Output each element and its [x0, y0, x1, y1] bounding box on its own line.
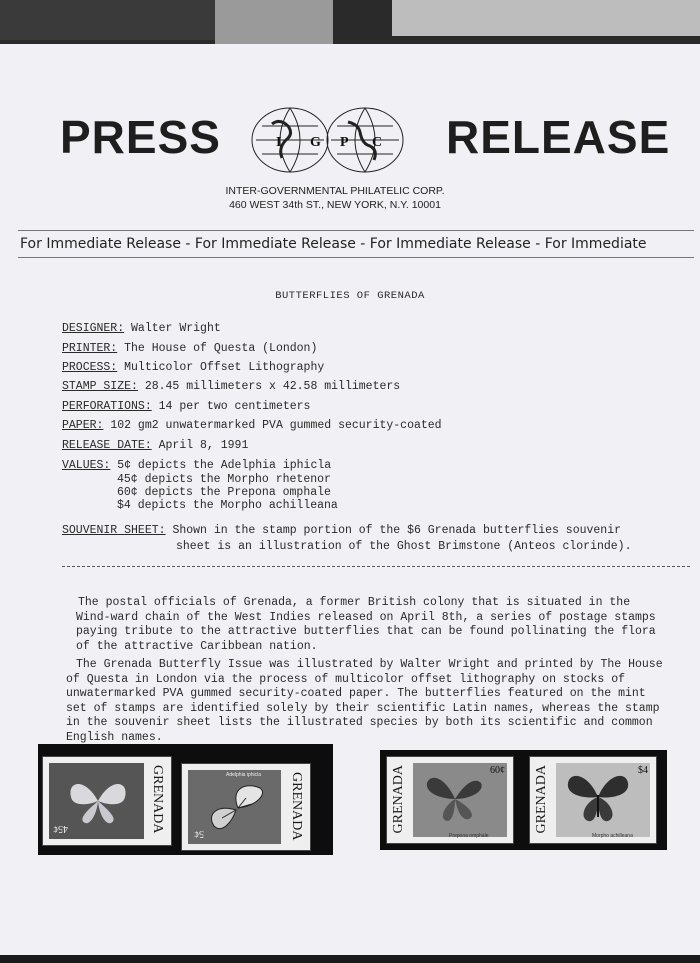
stamp-country-45c: GRENADA: [150, 765, 165, 834]
stamp-size-label: STAMP SIZE:: [62, 380, 138, 393]
logo-letter-g: G: [310, 135, 321, 150]
stamp-5c: [181, 763, 311, 851]
stamp-country-4-dollar: GRENADA: [534, 765, 549, 834]
designer-label: DESIGNER:: [62, 322, 125, 335]
process-field: [62, 361, 324, 374]
corp-block: [205, 184, 465, 212]
butterfly-icon: [200, 778, 272, 836]
perforations-label: PERFORATIONS:: [62, 400, 152, 413]
value-line-3: 60¢ depicts the Prepona omphale: [117, 486, 331, 499]
stamp-country-5c: GRENADA: [289, 772, 304, 841]
igpc-globe-logo: [250, 106, 405, 174]
paper-value: 102 gm2 unwatermarked PVA gummed security-coated: [110, 419, 442, 432]
designer-field: [62, 322, 221, 335]
perforations-field: [62, 400, 310, 413]
value-line-1: 5¢ depicts the Adelphia iphicla: [117, 459, 332, 472]
stamp-value-45c: 45¢: [53, 823, 68, 834]
souvenir-line-2: sheet is an illustration of the Ghost Brimstone (Anteos clorinde).: [176, 540, 632, 553]
stamp-value-60c: 60¢: [490, 765, 505, 776]
stamp-caption-4-dollar: Morpho achilleana: [592, 833, 633, 839]
release-title: BUTTERFLIES OF GRENADA: [275, 290, 425, 302]
release-date-label: RELEASE DATE:: [62, 439, 152, 452]
stamp-size-value: 28.45 millimeters x 42.58 millimeters: [144, 380, 401, 393]
logo-letter-i: I: [276, 135, 282, 150]
release-date-value: April 8, 1991: [158, 439, 249, 452]
values-label: VALUES:: [62, 459, 111, 472]
perforations-value: 14 per two centimeters: [158, 400, 311, 413]
scan-background-bottom: [0, 955, 700, 963]
stamp-caption-5c: Adelphia iphicla: [226, 772, 262, 778]
process-label: PROCESS:: [62, 361, 118, 374]
immediate-release-banner: For Immediate Release - For Immediate Release - For Immediate Release - For Immediate: [20, 236, 647, 252]
logo-letter-p: P: [340, 135, 349, 150]
printer-value: The House of Questa (London): [124, 342, 318, 355]
logo-letter-c: C: [372, 135, 383, 150]
souvenir-line-1: Shown in the stamp portion of the $6 Grenada butterflies souvenir: [172, 524, 622, 537]
paper-label: PAPER:: [62, 419, 104, 432]
stamp-caption-60c: Prepona omphale: [449, 833, 489, 839]
corp-name: INTER-GOVERNMENTAL PHILATELIC CORP.: [225, 185, 445, 197]
corp-address: 460 WEST 34th ST., NEW YORK, N.Y. 10001: [229, 199, 441, 211]
souvenir-label: SOUVENIR SHEET:: [62, 524, 166, 537]
banner-top-rule: [18, 230, 694, 231]
stamp-60c: [386, 756, 514, 844]
process-value: Multicolor Offset Lithography: [124, 361, 325, 374]
value-line-2: 45¢ depicts the Morpho rhetenor: [117, 473, 331, 486]
butterfly-icon: [421, 769, 491, 825]
press-heading: PRESS: [60, 111, 221, 163]
stamp-4-dollar: [529, 756, 657, 844]
butterfly-icon: [562, 767, 634, 827]
printer-field: [62, 342, 317, 355]
stamp-country-60c: GRENADA: [391, 765, 406, 834]
body-paragraph-2: The Grenada Butterfly Issue was illustrated by Walter Wright and printed by The House of Questa in London via the process of multicolor offset lithography on stocks of unwatermarked PVA gummed security-coated paper. The butterflies featured on the mint set of stamps are identified solely by their scientific Latin names, whereas the stamp in the souvenir sheet lists the illustrated species by both its scientific and common English names.: [66, 658, 663, 744]
scan-background-top: [0, 0, 700, 46]
designer-value: Walter Wright: [131, 322, 221, 335]
stamp-45c: [42, 756, 172, 846]
butterfly-icon: [63, 773, 133, 829]
stamp-value-5c: 5¢: [194, 828, 204, 839]
souvenir-sheet-field: [62, 523, 631, 555]
banner-bottom-rule: [18, 257, 694, 258]
dashed-separator: [62, 566, 690, 567]
value-line-4: $4 depicts the Morpho achilleana: [117, 499, 338, 512]
release-heading: RELEASE: [446, 111, 671, 163]
body-paragraph-1: The postal officials of Grenada, a former British colony that is situated in the Wind-ward chain of the West Indies released on April 8th, a series of postage stamps paying tribute to the attractive butterflies that can be found pollinating the flora of the attractive Caribbean nation.: [76, 596, 656, 653]
stamp-size-field: [62, 380, 400, 393]
printer-label: PRINTER:: [62, 342, 118, 355]
stamp-value-4-dollar: $4: [638, 765, 648, 776]
release-date-field: [62, 439, 248, 452]
paper-field: [62, 419, 442, 432]
values-field: [62, 459, 331, 472]
